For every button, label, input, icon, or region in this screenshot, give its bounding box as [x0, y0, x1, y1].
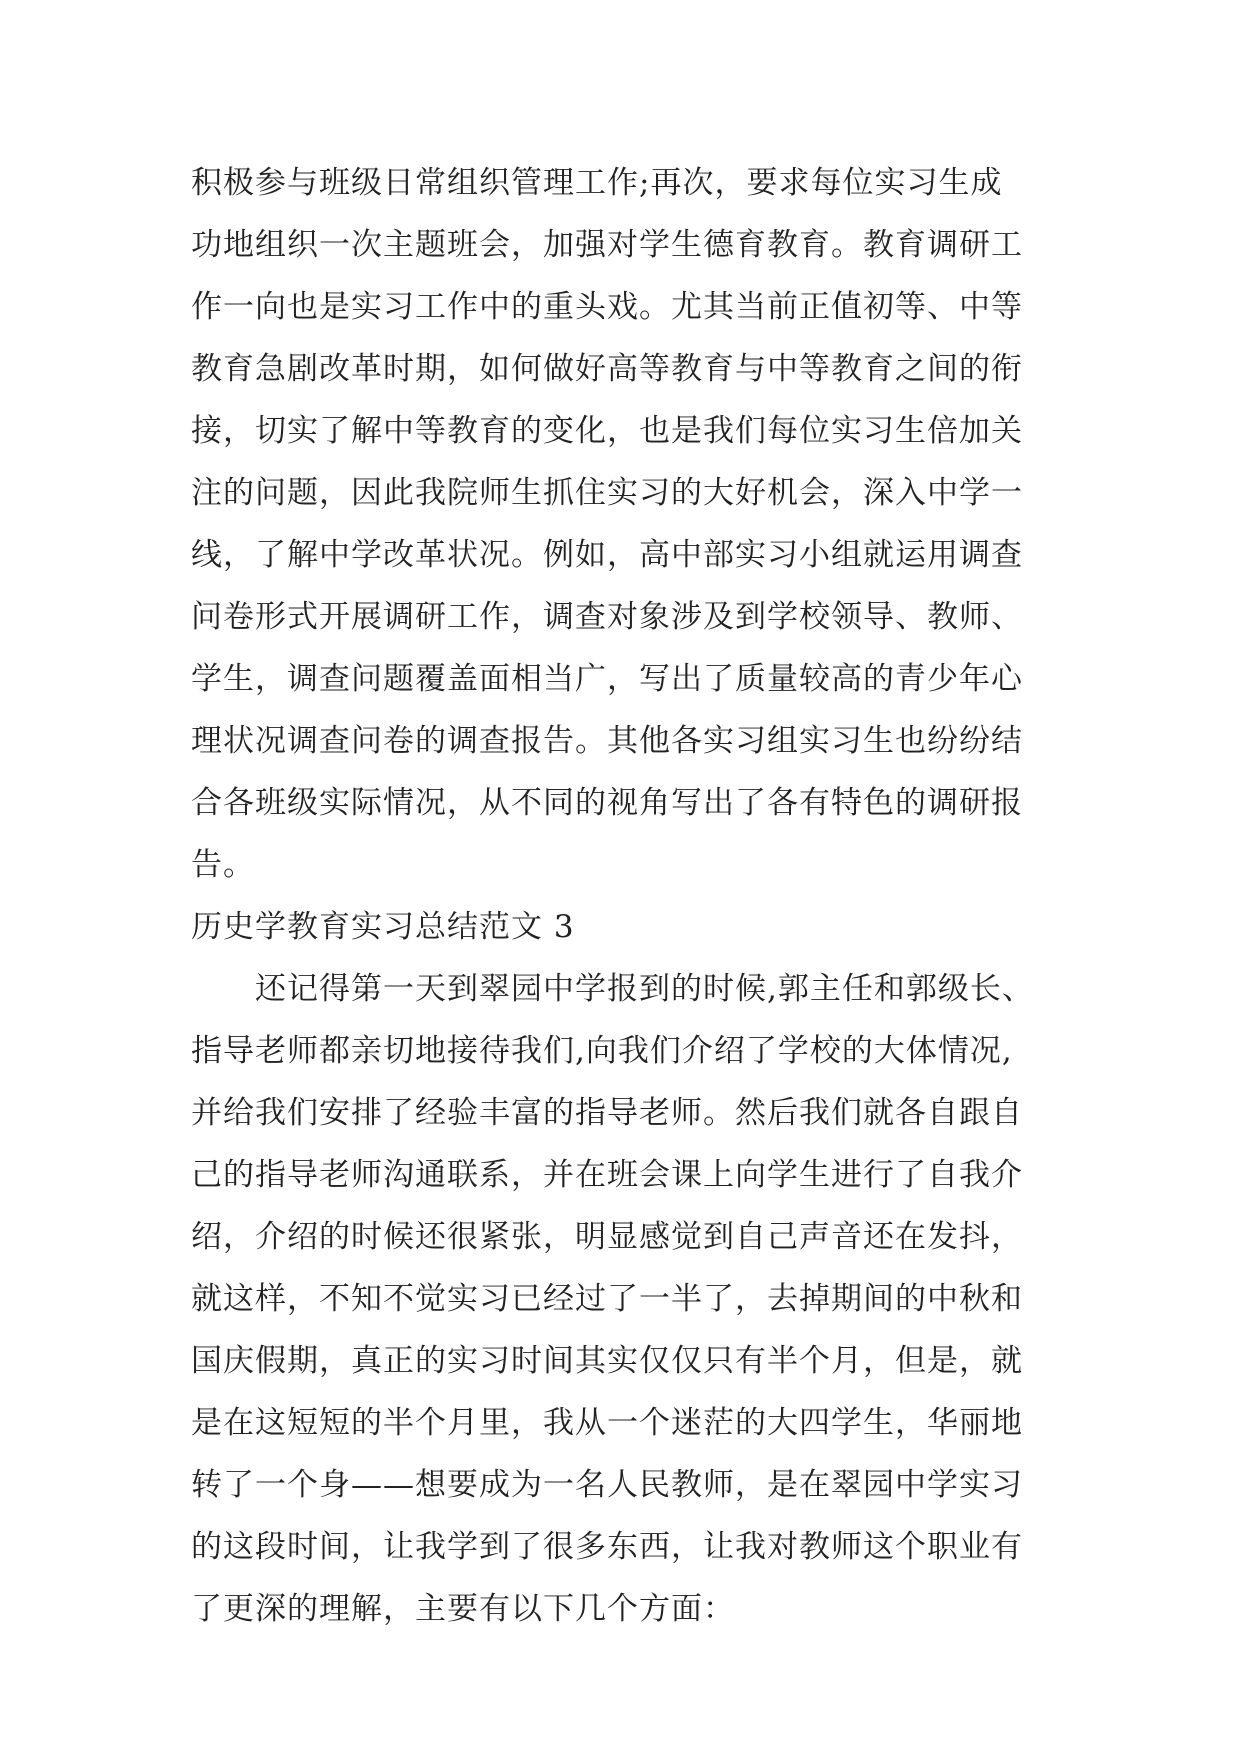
paragraph-line: 教育急剧改革时期，如何做好高等教育与中等教育之间的衔: [191, 351, 1023, 387]
paragraph-line: 就这样，不知不觉实习已经过了一半了，去掉期间的中秋和: [191, 1281, 1023, 1317]
paragraph-line: 转了一个身——想要成为一名人民教师，是在翠园中学实习: [191, 1467, 1023, 1503]
paragraph-line: 问卷形式开展调研工作，调查对象涉及到学校领导、教师、: [191, 599, 1023, 635]
paragraph-line: 注的问题，因此我院师生抓住实习的大好机会，深入中学一: [191, 475, 1023, 511]
paragraph-line: 并给我们安排了经验丰富的指导老师。然后我们就各自跟自: [191, 1095, 1023, 1131]
paragraph-line: 接，切实了解中等教育的变化，也是我们每位实习生倍加关: [191, 413, 1023, 449]
paragraph-line: 学生，调查问题覆盖面相当广，写出了质量较高的青少年心: [191, 661, 1023, 697]
paragraph-line: 国庆假期，真正的实习时间其实仅仅只有半个月，但是，就: [191, 1343, 1023, 1379]
paragraph-line: 功地组织一次主题班会，加强对学生德育教育。教育调研工: [191, 227, 1023, 263]
paragraph-line: 己的指导老师沟通联系，并在班会课上向学生进行了自我介: [191, 1157, 1023, 1193]
paragraph-line: 绍，介绍的时候还很紧张，明显感觉到自己声音还在发抖，: [191, 1219, 1023, 1255]
paragraph-line: 积极参与班级日常组织管理工作;再次，要求每位实习生成: [191, 165, 1003, 201]
paragraph-line: 作一向也是实习工作中的重头戏。尤其当前正值初等、中等: [191, 289, 1023, 325]
section-heading: 历史学教育实习总结范文 3: [191, 909, 575, 945]
paragraph-line: 了更深的理解，主要有以下几个方面：: [191, 1591, 735, 1627]
paragraph-line: 是在这短短的半个月里，我从一个迷茫的大四学生，华丽地: [191, 1405, 1023, 1441]
paragraph-line: 理状况调查问卷的调查报告。其他各实习组实习生也纷纷结: [191, 723, 1023, 759]
paragraph-line: 的这段时间，让我学到了很多东西，让我对教师这个职业有: [191, 1529, 1023, 1565]
paragraph-line: 告。: [191, 847, 255, 883]
paragraph-line: 线，了解中学改革状况。例如，高中部实习小组就运用调查: [191, 537, 1023, 573]
paragraph-line: 还记得第一天到翠园中学报到的时候,郭主任和郭级长、: [255, 971, 1034, 1007]
paragraph-line: 合各班级实际情况，从不同的视角写出了各有特色的调研报: [191, 785, 1023, 821]
paragraph-line: 指导老师都亲切地接待我们,向我们介绍了学校的大体情况,: [191, 1033, 1013, 1069]
document-body: [191, 152, 1061, 1640]
